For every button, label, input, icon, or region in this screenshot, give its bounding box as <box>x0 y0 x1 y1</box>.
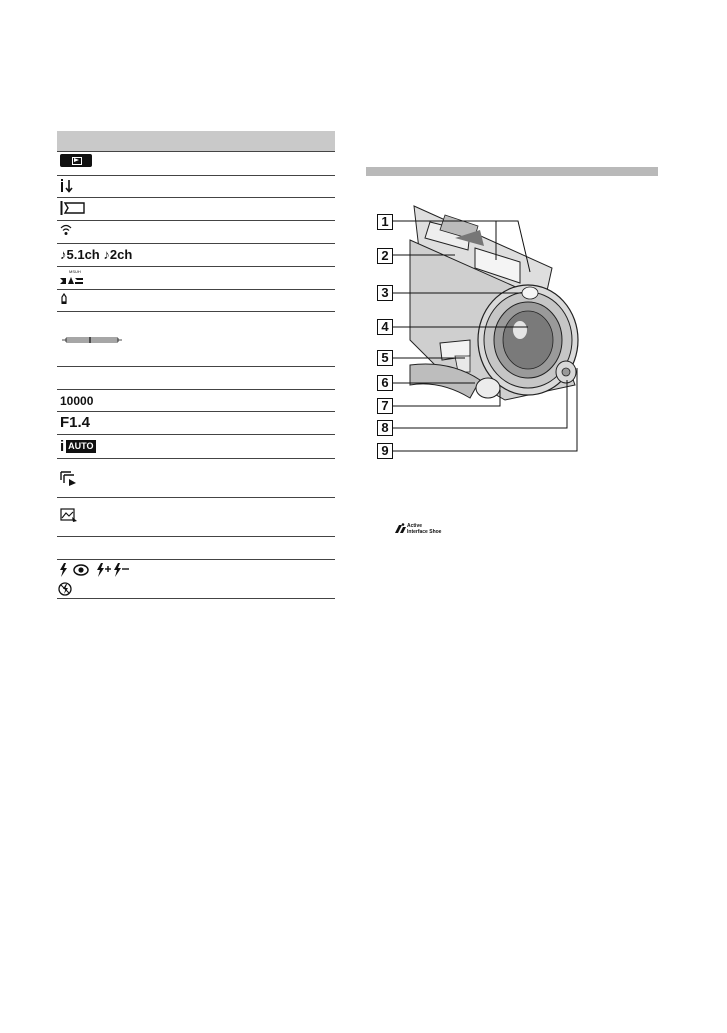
red-eye-icon <box>74 565 88 575</box>
svg-text:MSUH: MSUH <box>69 269 81 274</box>
auto-badge: AUTO <box>68 441 94 451</box>
diagram-label-4: 4 <box>377 319 393 335</box>
playback-button-icon <box>60 154 92 167</box>
exposure-slider-icon <box>60 334 124 346</box>
intelligent-auto-icon <box>60 439 96 455</box>
diagram-label-2: 2 <box>377 248 393 264</box>
audio-mode-icon: ♪5.1ch ♪2ch <box>60 247 133 262</box>
scene-selection-icon <box>60 269 84 287</box>
diagram-label-6: 6 <box>377 375 393 391</box>
diagram-label-5: 5 <box>377 350 393 366</box>
flash-plus-icon <box>97 563 111 577</box>
aperture-value: F1.4 <box>60 414 91 431</box>
flash-off-icon <box>59 583 71 595</box>
diagram-label-3: 3 <box>377 285 393 301</box>
logo-line-1: Active <box>407 523 423 529</box>
diagram-label-7: 7 <box>377 398 393 414</box>
wide-mode-icon <box>60 201 86 215</box>
diagram-label-1: 1 <box>377 214 393 230</box>
shutter-speed-value: 10000 <box>60 394 94 408</box>
flash-minus-icon <box>114 563 129 577</box>
diagram-label-9: 9 <box>377 443 393 459</box>
active-interface-shoe-logo-icon <box>393 523 407 535</box>
diagram-label-8: 8 <box>377 420 393 436</box>
wireless-signal-icon <box>60 224 72 236</box>
camcorder-illustration <box>377 203 597 463</box>
table-header <box>57 131 335 151</box>
flash-mode-icons <box>58 562 168 596</box>
intelligent-i: i <box>60 438 65 455</box>
continuous-shooting-icon <box>60 471 78 487</box>
logo-line-2: Interface Shoe <box>407 529 442 535</box>
flash-auto-icon <box>60 563 67 577</box>
section-header-bar <box>366 167 658 176</box>
low-light-icon <box>60 293 68 305</box>
picture-effect-icon <box>60 508 78 524</box>
data-transfer-icon <box>60 179 76 193</box>
